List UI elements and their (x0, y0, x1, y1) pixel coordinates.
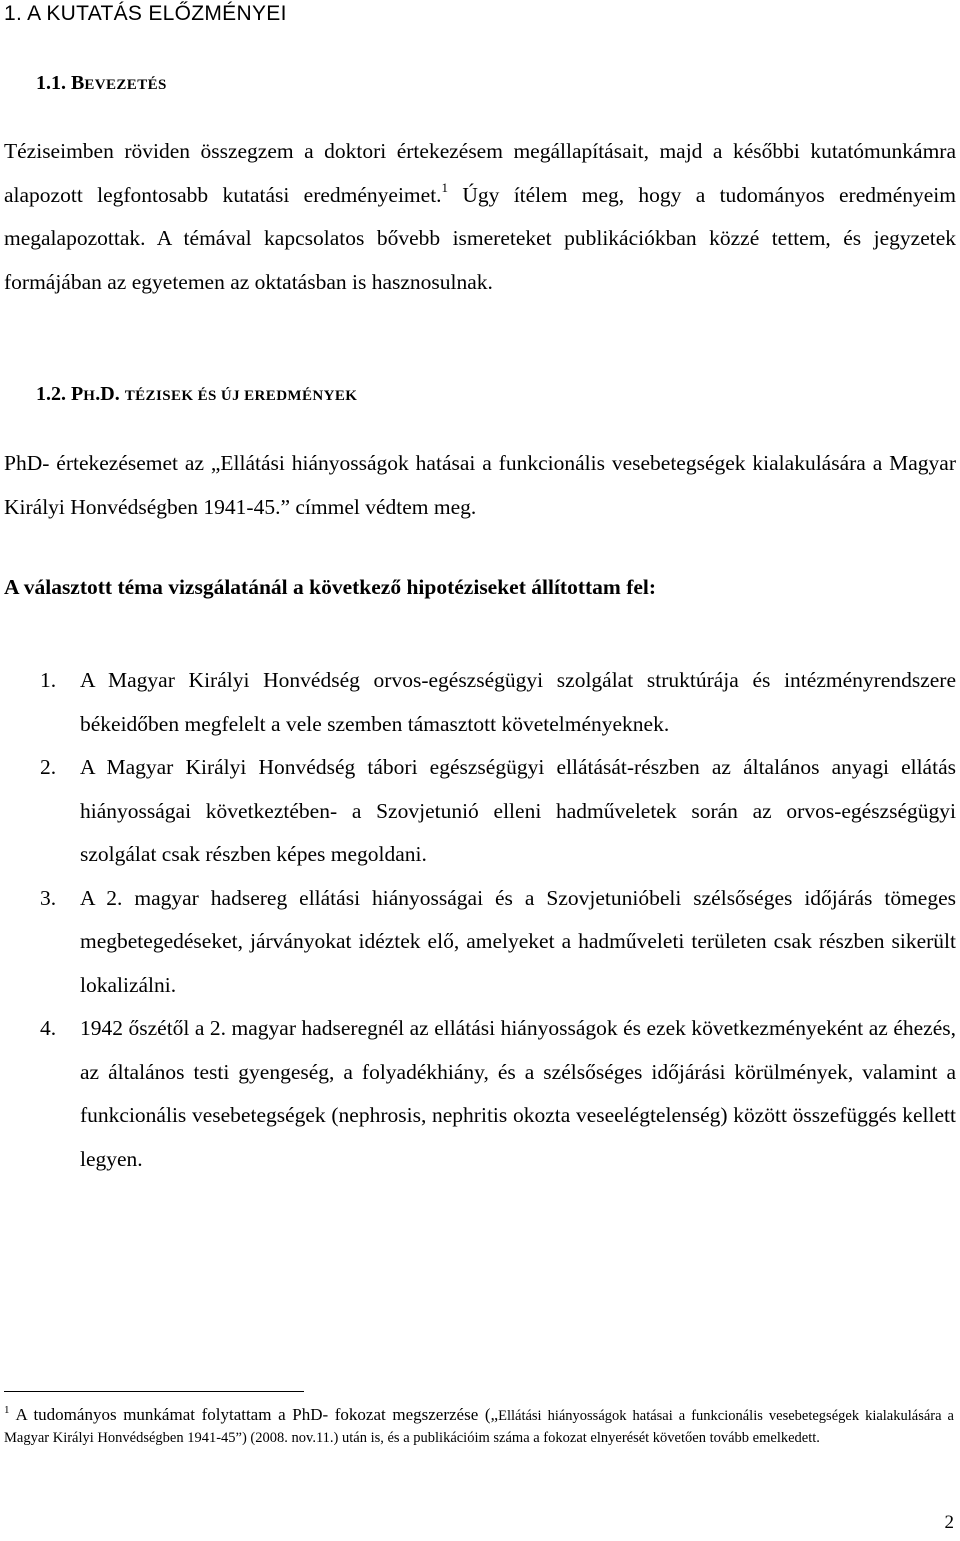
list-item (4, 877, 956, 1008)
footnote-separator (4, 1391, 304, 1392)
section-title-rest: EVEZETÉS (84, 77, 167, 93)
hypotheses-title: A választott téma vizsgálatánál a következő hipotéziseket állítottam fel: (4, 575, 657, 599)
footnote-text: Ellátási hiányosságok hatásai a funkcionális vesebetegségek kialakulására a Magyar Királyi Honvédségben 1941-45”) (2008. nov.11.) után is, és a publikációim száma a fokozat elnyerését követően tovább emelkedett. (4, 1408, 954, 1446)
footnote-number: 1 (4, 1404, 10, 1416)
list-item-text: A Magyar Királyi Honvédség tábori egészségügyi ellátását-részben az általános anyagi ellátás hiányosságai következtében- a Szovjetunió elleni hadműveletek során az orvos-egészségügyi szolgálat csak részben képes megoldani. (80, 755, 956, 866)
list-item-number: 4. (40, 1016, 57, 1040)
section-heading-intro (36, 72, 167, 95)
list-item-text: 1942 őszétől a 2. magyar hadseregnél az ellátási hiányosságok és ezek következményeként az éhezés, az általános testi gyengeség, a folyadékhiány, és a szélsőséges időjárási körülmények, valamint a funkcionális vesebetegségek (nephrosis, nephritis okozta veseelégtelenség) között összefüggés kellett legyen. (80, 1016, 956, 1171)
page-number: 2 (944, 1512, 954, 1533)
section-title-initial: B (71, 72, 85, 94)
list-item-number: 2. (40, 755, 57, 779)
footnote-reference: 1 (441, 179, 449, 195)
footnote-quote: „ (490, 1405, 499, 1424)
intro-text-1: Téziseimben röviden összegzem a doktori értekezésem megállapításait, majd a későbbi kutatómunkámra alapozott legfontosabb kutatási eredményeimet. (4, 139, 956, 207)
section-title-part: H (83, 388, 96, 404)
section-number-2: 1.2. P (36, 383, 84, 405)
footnote (4, 1404, 954, 1449)
hypotheses-list (4, 659, 956, 1181)
section-title-part-2: .D. (95, 383, 125, 405)
list-item-text: A Magyar Királyi Honvédség orvos-egészségügyi szolgálat struktúrája és intézményrendszere békeidőben megfelelt a vele szemben támasztott követelményeknek. (80, 668, 956, 736)
intro-paragraph (4, 130, 956, 304)
list-item (4, 746, 956, 877)
intro-text-2: Úgy ítélem meg, hogy a tudományos eredményeim megalapozottak. A témával kapcsolatos bővebb ismereteket publikációkban közzé tettem, és jegyzetek formájában az egyetemen az oktatásban is hasznosulnak. (4, 182, 956, 294)
section-heading-theses (36, 383, 357, 406)
list-item (4, 1007, 956, 1181)
list-item (4, 659, 956, 746)
list-item-number: 3. (40, 885, 57, 910)
section-title-part-3: TÉZISEK ÉS ÚJ EREDMÉNYEK (124, 388, 358, 404)
list-item-number: 1. (40, 668, 57, 692)
section-number: 1.1. (36, 72, 71, 94)
phd-paragraph: PhD- értekezésemet az „Ellátási hiányosságok hatásai a funkcionális vesebetegségek kialakulására a Magyar Királyi Honvédségben 1941-45.” címmel védtem meg. (4, 451, 956, 519)
chapter-heading: 1. A KUTATÁS ELŐZMÉNYEI (4, 2, 287, 25)
footnote-lead: A tudományos munkámat folytattam a PhD- fokozat megszerzése ( (15, 1405, 491, 1424)
list-item-text: A 2. magyar hadsereg ellátási hiányosságai és a Szovjetunióbeli szélsőséges időjárás tömeges megbetegedéseket, járványokat idéztek elő, amelyeket a hadműveleti területen csak részben sikerült lokalizálni. (80, 885, 956, 997)
